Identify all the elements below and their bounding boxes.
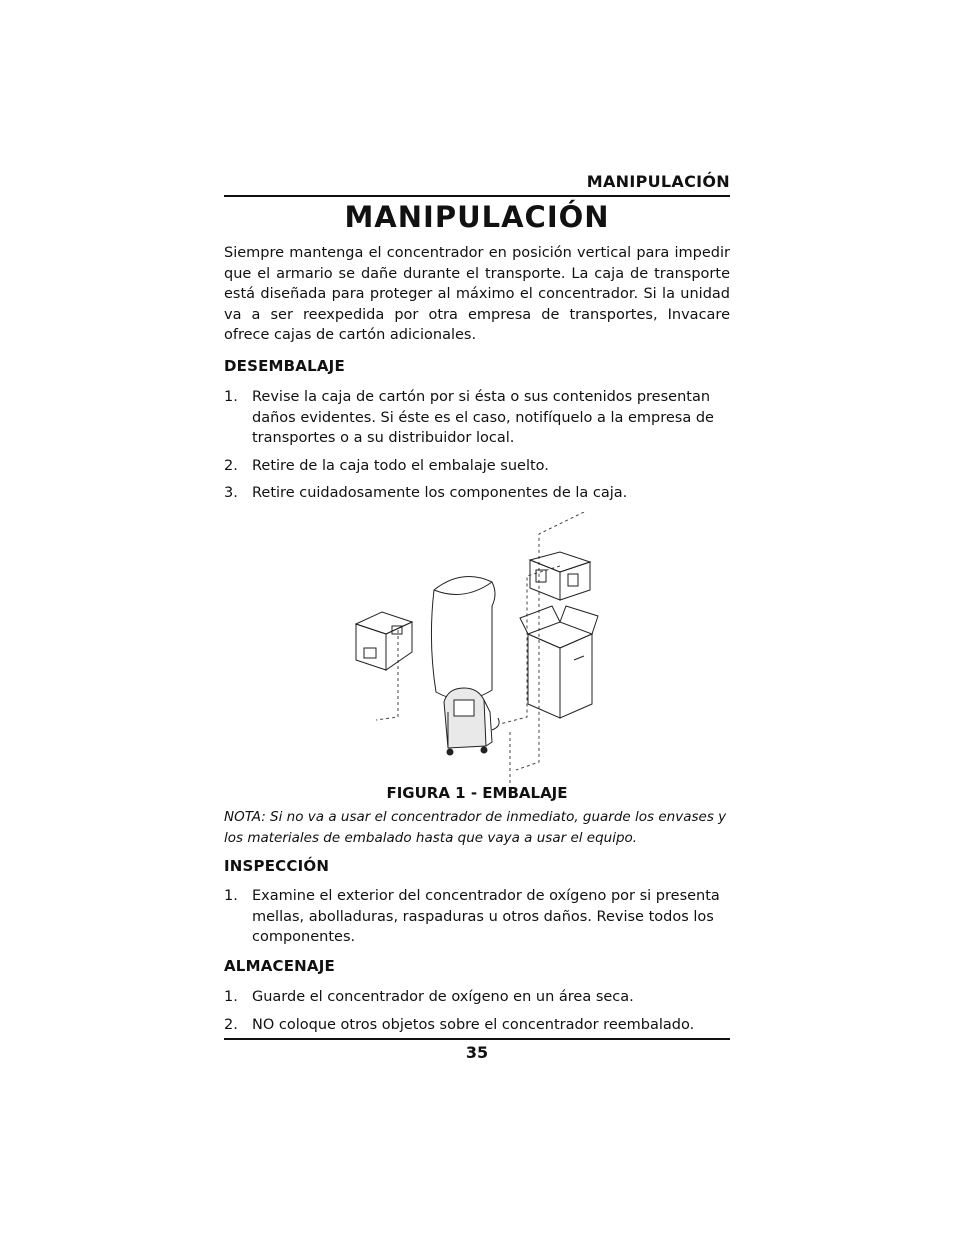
list-item bbox=[224, 886, 730, 948]
header-rule bbox=[224, 195, 730, 197]
running-head: MANIPULACIÓN bbox=[586, 172, 730, 191]
step-number: 1. bbox=[224, 389, 238, 405]
plastic-bag bbox=[431, 577, 495, 700]
packaging-illustration bbox=[352, 512, 610, 784]
step-text: Revise la caja de cartón por si ésta o sus contenidos presentan daños evidentes. Si éste es el caso, notifíquelo a la empresa de transportes o a su distribuidor local. bbox=[252, 389, 714, 447]
figure-note: NOTA: Si no va a usar el concentrador de inmediato, guarde los envases y los materiales de embalado hasta que vaya a usar el equipo. bbox=[224, 809, 727, 846]
list-item bbox=[224, 456, 730, 477]
figure-caption: FIGURA 1 - EMBALAJE bbox=[386, 784, 568, 802]
step-text: Retire cuidadosamente los componentes de la caja. bbox=[252, 485, 628, 502]
almacenaje-steps bbox=[224, 987, 730, 1035]
foam-insert-left bbox=[356, 612, 412, 670]
page-title: MANIPULACIÓN bbox=[344, 200, 610, 234]
section-heading-inspeccion: INSPECCIÓN bbox=[224, 857, 330, 875]
step-text: Guarde el concentrador de oxígeno en un área seca. bbox=[252, 989, 634, 1005]
step-number: 2. bbox=[224, 1016, 238, 1033]
list-item bbox=[224, 483, 730, 504]
inspeccion-steps bbox=[224, 886, 730, 948]
list-item bbox=[224, 387, 730, 449]
step-text: NO coloque otros objetos sobre el concentrador reembalado. bbox=[252, 1016, 695, 1033]
oxygen-concentrator-illustration bbox=[444, 688, 499, 755]
step-text: Retire de la caja todo el embalaje suelto. bbox=[252, 457, 549, 474]
intro-paragraph: Siempre mantenga el concentrador en posición vertical para impedir que el armario se dañe durante el transporte. La caja de transporte está diseñada para proteger al máximo el concentrador. Si la unidad va a ser reexpedida por otra empresa de transportes, Invacare ofrece cajas de cartón adicionales. bbox=[224, 245, 730, 344]
step-number: 2. bbox=[224, 457, 238, 474]
page-number: 35 bbox=[465, 1043, 489, 1062]
desembalaje-steps bbox=[224, 387, 730, 504]
section-heading-almacenaje: ALMACENAJE bbox=[224, 957, 335, 975]
footer-rule bbox=[224, 1038, 730, 1040]
step-text: Examine el exterior del concentrador de oxígeno por si presenta mellas, abolladuras, raspaduras u otros daños. Revise todos los componentes. bbox=[252, 888, 720, 946]
section-heading-desembalaje: DESEMBALAJE bbox=[224, 357, 345, 375]
shipping-box bbox=[520, 606, 598, 718]
step-number: 1. bbox=[224, 888, 238, 904]
list-item bbox=[224, 987, 730, 1008]
step-number: 1. bbox=[224, 989, 238, 1005]
step-number: 3. bbox=[224, 485, 238, 502]
list-item bbox=[224, 1015, 730, 1036]
